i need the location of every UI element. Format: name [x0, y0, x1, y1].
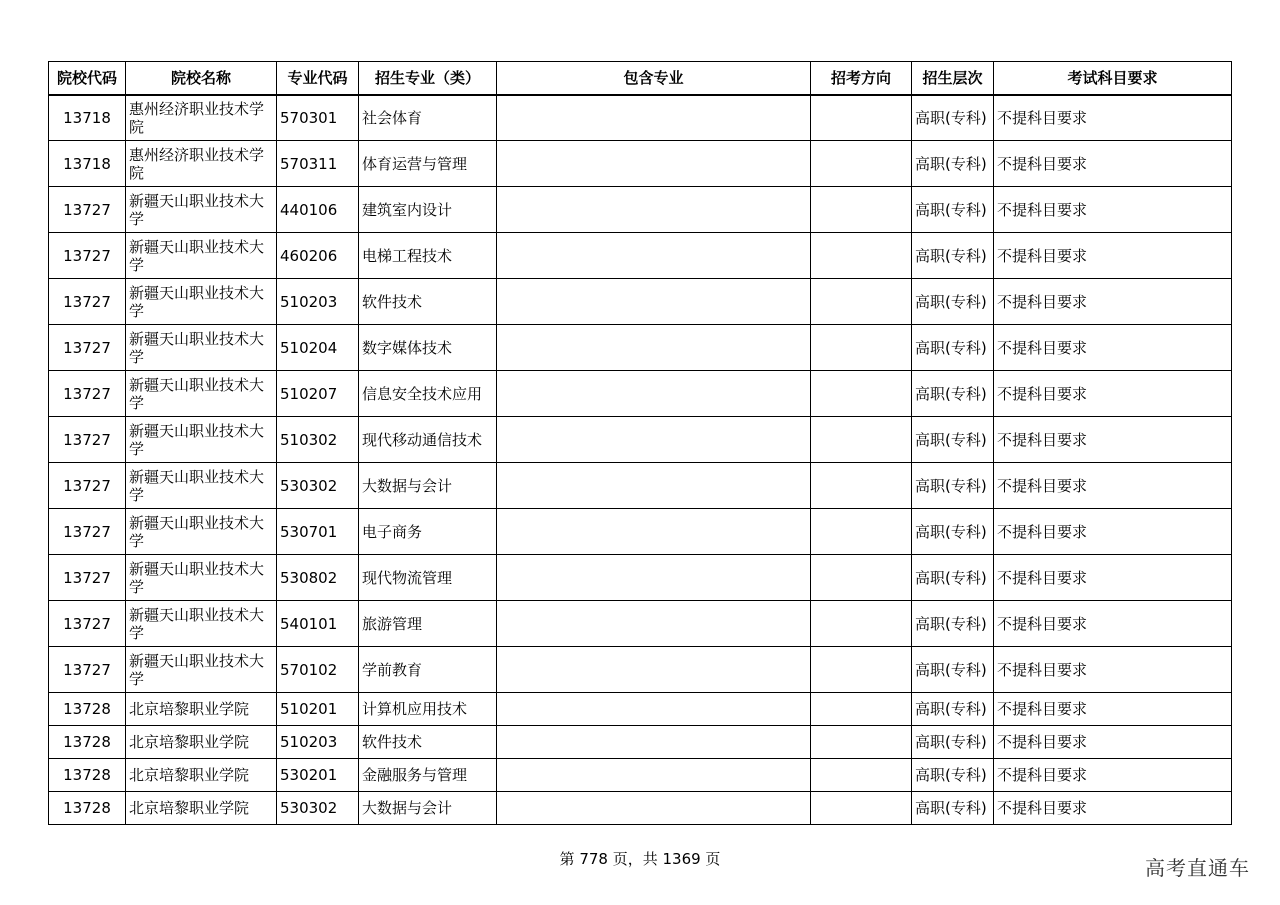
- cell-school-code: 13727: [49, 463, 126, 509]
- cell-school-name: 新疆天山职业技术大学: [126, 417, 277, 463]
- cell-requirement: 不提科目要求: [994, 417, 1232, 463]
- cell-included-majors: [497, 509, 811, 555]
- cell-level: 高职(专科): [912, 601, 994, 647]
- cell-school-code: 13728: [49, 759, 126, 792]
- cell-school-name: 新疆天山职业技术大学: [126, 187, 277, 233]
- cell-included-majors: [497, 601, 811, 647]
- cell-direction: [811, 371, 912, 417]
- cell-school-code: 13728: [49, 792, 126, 825]
- cell-school-name: 惠州经济职业技术学院: [126, 141, 277, 187]
- cell-included-majors: [497, 141, 811, 187]
- cell-major: 软件技术: [359, 726, 497, 759]
- cell-school-name: 北京培黎职业学院: [126, 792, 277, 825]
- cell-included-majors: [497, 95, 811, 141]
- cell-level: 高职(专科): [912, 279, 994, 325]
- cell-included-majors: [497, 792, 811, 825]
- cell-requirement: 不提科目要求: [994, 555, 1232, 601]
- page-number: 第 778 页，共 1369 页: [559, 850, 721, 868]
- table-row: [49, 371, 1232, 417]
- cell-requirement: 不提科目要求: [994, 141, 1232, 187]
- cell-major: 建筑室内设计: [359, 187, 497, 233]
- table-row: [49, 601, 1232, 647]
- cell-direction: [811, 792, 912, 825]
- cell-level: 高职(专科): [912, 95, 994, 141]
- cell-major: 学前教育: [359, 647, 497, 693]
- cell-major: 大数据与会计: [359, 463, 497, 509]
- admissions-table: [48, 61, 1232, 825]
- cell-level: 高职(专科): [912, 792, 994, 825]
- table-row: [49, 555, 1232, 601]
- cell-school-code: 13728: [49, 726, 126, 759]
- cell-requirement: 不提科目要求: [994, 463, 1232, 509]
- cell-level: 高职(专科): [912, 509, 994, 555]
- cell-major-code: 530201: [277, 759, 359, 792]
- cell-level: 高职(专科): [912, 555, 994, 601]
- cell-school-code: 13727: [49, 647, 126, 693]
- cell-school-name: 新疆天山职业技术大学: [126, 647, 277, 693]
- cell-major-code: 530802: [277, 555, 359, 601]
- header-requirement: 考试科目要求: [994, 62, 1232, 95]
- cell-included-majors: [497, 693, 811, 726]
- cell-major-code: 460206: [277, 233, 359, 279]
- cell-major-code: 530302: [277, 792, 359, 825]
- cell-major-code: 510203: [277, 726, 359, 759]
- cell-requirement: 不提科目要求: [994, 601, 1232, 647]
- cell-direction: [811, 555, 912, 601]
- cell-major-code: 510302: [277, 417, 359, 463]
- cell-level: 高职(专科): [912, 371, 994, 417]
- cell-included-majors: [497, 417, 811, 463]
- cell-major: 数字媒体技术: [359, 325, 497, 371]
- cell-level: 高职(专科): [912, 233, 994, 279]
- cell-included-majors: [497, 371, 811, 417]
- cell-school-code: 13727: [49, 417, 126, 463]
- cell-school-name: 北京培黎职业学院: [126, 693, 277, 726]
- cell-direction: [811, 509, 912, 555]
- cell-school-code: 13718: [49, 141, 126, 187]
- cell-major-code: 570301: [277, 95, 359, 141]
- table-row: [49, 417, 1232, 463]
- table-row: [49, 693, 1232, 726]
- table-row: [49, 463, 1232, 509]
- cell-school-name: 惠州经济职业技术学院: [126, 95, 277, 141]
- cell-included-majors: [497, 726, 811, 759]
- watermark-text: 高考直通车: [1145, 856, 1250, 880]
- cell-school-name: 新疆天山职业技术大学: [126, 279, 277, 325]
- cell-level: 高职(专科): [912, 647, 994, 693]
- cell-requirement: 不提科目要求: [994, 279, 1232, 325]
- cell-level: 高职(专科): [912, 693, 994, 726]
- cell-included-majors: [497, 463, 811, 509]
- cell-direction: [811, 279, 912, 325]
- cell-included-majors: [497, 187, 811, 233]
- cell-level: 高职(专科): [912, 141, 994, 187]
- cell-school-code: 13727: [49, 509, 126, 555]
- cell-major-code: 440106: [277, 187, 359, 233]
- header-included-majors: 包含专业: [497, 62, 811, 95]
- cell-major: 社会体育: [359, 95, 497, 141]
- cell-requirement: 不提科目要求: [994, 187, 1232, 233]
- cell-major: 电梯工程技术: [359, 233, 497, 279]
- cell-requirement: 不提科目要求: [994, 95, 1232, 141]
- header-direction: 招考方向: [811, 62, 912, 95]
- table-row: [49, 726, 1232, 759]
- cell-major: 体育运营与管理: [359, 141, 497, 187]
- cell-direction: [811, 141, 912, 187]
- cell-direction: [811, 726, 912, 759]
- table-row: [49, 647, 1232, 693]
- table-row: [49, 509, 1232, 555]
- cell-requirement: 不提科目要求: [994, 233, 1232, 279]
- cell-requirement: 不提科目要求: [994, 509, 1232, 555]
- cell-major-code: 570311: [277, 141, 359, 187]
- cell-school-code: 13727: [49, 555, 126, 601]
- cell-included-majors: [497, 647, 811, 693]
- cell-direction: [811, 601, 912, 647]
- table-row: [49, 233, 1232, 279]
- cell-requirement: 不提科目要求: [994, 647, 1232, 693]
- cell-requirement: 不提科目要求: [994, 371, 1232, 417]
- header-major-code: 专业代码: [277, 62, 359, 95]
- cell-school-code: 13727: [49, 279, 126, 325]
- cell-requirement: 不提科目要求: [994, 792, 1232, 825]
- cell-included-majors: [497, 233, 811, 279]
- cell-direction: [811, 233, 912, 279]
- cell-level: 高职(专科): [912, 726, 994, 759]
- cell-school-name: 北京培黎职业学院: [126, 726, 277, 759]
- cell-major-code: 510201: [277, 693, 359, 726]
- table-header-row: [49, 62, 1232, 95]
- cell-school-code: 13728: [49, 693, 126, 726]
- cell-major: 信息安全技术应用: [359, 371, 497, 417]
- cell-level: 高职(专科): [912, 759, 994, 792]
- cell-direction: [811, 187, 912, 233]
- cell-school-code: 13727: [49, 187, 126, 233]
- cell-major-code: 510203: [277, 279, 359, 325]
- cell-requirement: 不提科目要求: [994, 726, 1232, 759]
- cell-level: 高职(专科): [912, 325, 994, 371]
- cell-requirement: 不提科目要求: [994, 693, 1232, 726]
- cell-major: 金融服务与管理: [359, 759, 497, 792]
- cell-school-name: 新疆天山职业技术大学: [126, 509, 277, 555]
- cell-major-code: 510204: [277, 325, 359, 371]
- cell-major-code: 530302: [277, 463, 359, 509]
- cell-level: 高职(专科): [912, 463, 994, 509]
- cell-major-code: 530701: [277, 509, 359, 555]
- cell-major: 电子商务: [359, 509, 497, 555]
- cell-school-name: 新疆天山职业技术大学: [126, 233, 277, 279]
- table-row: [49, 95, 1232, 141]
- cell-major: 旅游管理: [359, 601, 497, 647]
- header-school-name: 院校名称: [126, 62, 277, 95]
- cell-level: 高职(专科): [912, 187, 994, 233]
- cell-major: 现代物流管理: [359, 555, 497, 601]
- cell-requirement: 不提科目要求: [994, 759, 1232, 792]
- cell-major-code: 540101: [277, 601, 359, 647]
- cell-major: 大数据与会计: [359, 792, 497, 825]
- cell-school-code: 13727: [49, 233, 126, 279]
- header-school-code: 院校代码: [49, 62, 126, 95]
- cell-direction: [811, 693, 912, 726]
- table-row: [49, 187, 1232, 233]
- cell-school-name: 新疆天山职业技术大学: [126, 463, 277, 509]
- table-row: [49, 759, 1232, 792]
- cell-requirement: 不提科目要求: [994, 325, 1232, 371]
- cell-direction: [811, 95, 912, 141]
- cell-school-name: 新疆天山职业技术大学: [126, 325, 277, 371]
- table-row: [49, 325, 1232, 371]
- cell-major: 软件技术: [359, 279, 497, 325]
- cell-included-majors: [497, 555, 811, 601]
- cell-school-code: 13727: [49, 601, 126, 647]
- cell-direction: [811, 463, 912, 509]
- cell-school-code: 13718: [49, 95, 126, 141]
- cell-major: 现代移动通信技术: [359, 417, 497, 463]
- cell-direction: [811, 647, 912, 693]
- cell-school-code: 13727: [49, 371, 126, 417]
- cell-major: 计算机应用技术: [359, 693, 497, 726]
- cell-school-code: 13727: [49, 325, 126, 371]
- cell-major-code: 510207: [277, 371, 359, 417]
- table-row: [49, 141, 1232, 187]
- header-level: 招生层次: [912, 62, 994, 95]
- cell-direction: [811, 325, 912, 371]
- cell-level: 高职(专科): [912, 417, 994, 463]
- cell-included-majors: [497, 325, 811, 371]
- table-row: [49, 279, 1232, 325]
- cell-school-name: 新疆天山职业技术大学: [126, 555, 277, 601]
- cell-school-name: 新疆天山职业技术大学: [126, 601, 277, 647]
- table-row: [49, 792, 1232, 825]
- cell-school-name: 北京培黎职业学院: [126, 759, 277, 792]
- cell-school-name: 新疆天山职业技术大学: [126, 371, 277, 417]
- cell-included-majors: [497, 759, 811, 792]
- cell-direction: [811, 417, 912, 463]
- cell-included-majors: [497, 279, 811, 325]
- cell-direction: [811, 759, 912, 792]
- header-major: 招生专业（类）: [359, 62, 497, 95]
- cell-major-code: 570102: [277, 647, 359, 693]
